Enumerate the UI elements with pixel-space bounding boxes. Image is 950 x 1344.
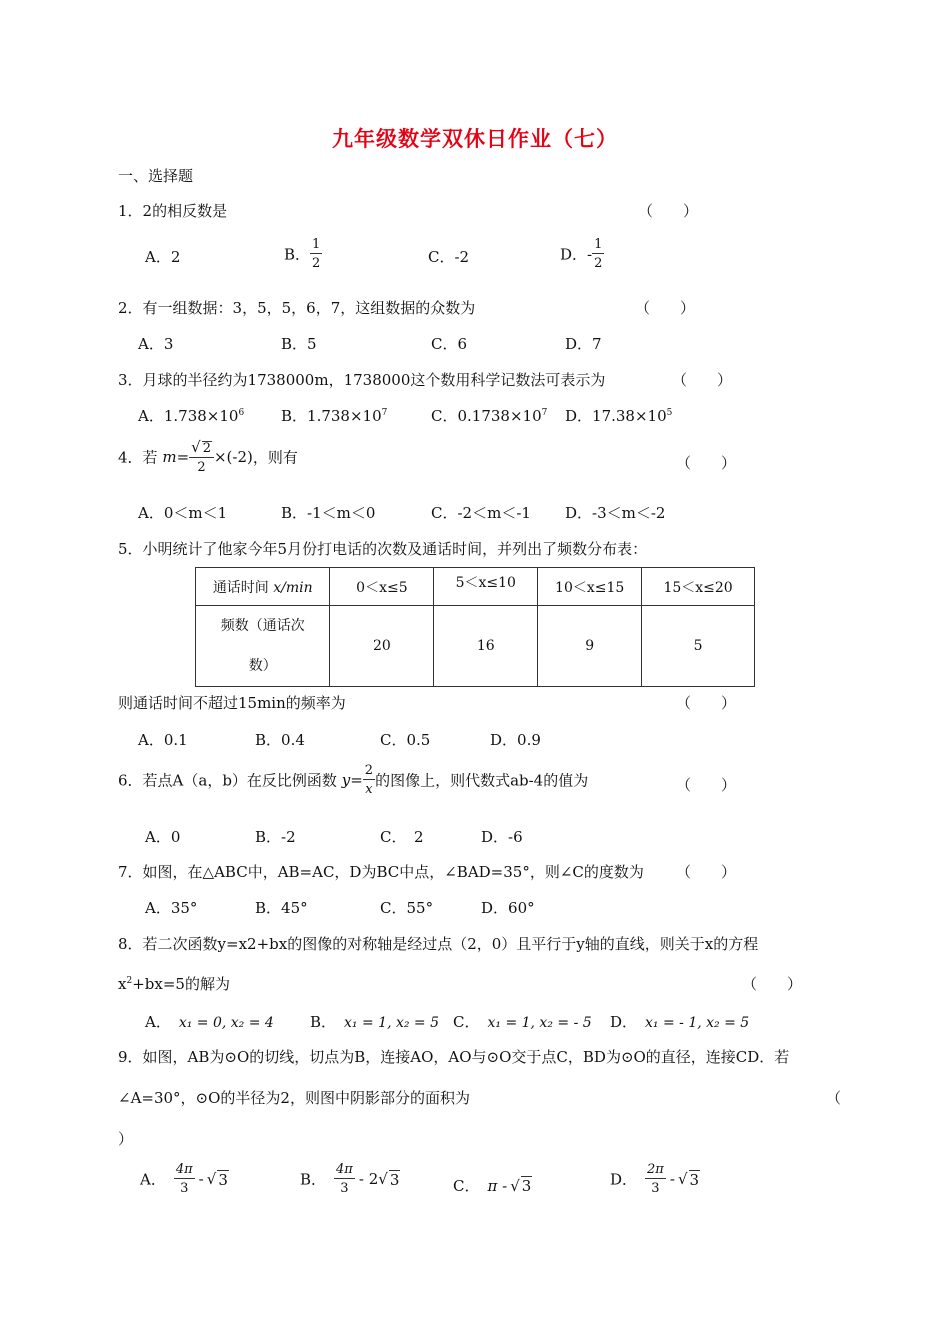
q1-option-d-label: D．-	[560, 245, 593, 264]
q2-option-a: A．3	[138, 335, 174, 353]
q9-option-d	[610, 1163, 700, 1195]
table-header-unit: x/min	[273, 579, 313, 596]
sqrt-sign-icon: √	[206, 1170, 217, 1188]
q2-answer-paren: （ ）	[635, 299, 696, 317]
q5-stem: 5．小明统计了他家今年5月份打电话的次数及通话时间，并列出了频数分布表：	[118, 540, 648, 558]
q9-paren-close: ）	[118, 1130, 134, 1148]
table-row-label-line2: 数）	[248, 658, 277, 674]
q9-d-tail: -	[669, 1170, 675, 1188]
table-row	[196, 606, 755, 687]
q3-option-c	[431, 405, 547, 426]
q4-denominator: 2	[197, 460, 206, 475]
q8-option-a	[145, 1011, 274, 1032]
page-title: 九年级数学双休日作业（七）	[332, 126, 618, 151]
table-header-cell: 10＜x≤15	[538, 568, 642, 606]
q9-c-radicand: 3	[521, 1177, 532, 1195]
frequency-table	[195, 567, 755, 687]
q3-option-b	[281, 405, 387, 426]
table-header-cell: 0＜x≤5	[330, 568, 434, 606]
q5-answer-paren: （ ）	[676, 694, 737, 712]
q4-option-a: A．0＜m＜1	[138, 504, 228, 522]
q4-option-b: B．-1＜m＜0	[281, 504, 376, 522]
q4-stem	[118, 440, 298, 474]
q9-b-tail: - 2	[358, 1170, 379, 1188]
q3-c-base: C．0.1738×10	[431, 407, 542, 425]
q8-stem2-post: +bx=5的解为	[132, 975, 230, 993]
q1-option-b	[284, 238, 322, 270]
q2-stem: 2．有一组数据：3，5，5，6，7，这组数据的众数为	[118, 299, 476, 317]
q4-numerator	[189, 440, 214, 458]
q9-option-b	[300, 1163, 400, 1195]
q9-a-tail: -	[198, 1170, 204, 1188]
table-cell: 9	[538, 606, 642, 687]
q8-d-equation: x₁ = - 1, x₂ = 5	[645, 1015, 750, 1031]
q9-d-label: D．	[610, 1170, 638, 1189]
q3-option-d	[565, 405, 672, 426]
q4-stem-post: ，则有	[252, 448, 298, 467]
q6-equals: =	[350, 771, 363, 789]
q3-c-exponent: 7	[541, 408, 548, 418]
q9-c-pi: π -	[487, 1177, 508, 1195]
sqrt-sign-icon: √	[510, 1177, 520, 1195]
table-header-cell: 5＜x≤10	[434, 568, 538, 606]
q8-b-label: B．	[310, 1013, 337, 1031]
sqrt-sign-icon: √	[191, 438, 201, 456]
q5-option-c: C．0.5	[380, 731, 431, 749]
q3-answer-paren: （ ）	[672, 371, 733, 389]
q6-var-y: y	[341, 771, 351, 789]
q1-d-numerator: 1	[594, 237, 603, 252]
q9-a-numerator: 4π	[175, 1162, 193, 1177]
q6-stem-pre: 6．若点A（a，b）在反比例函数	[118, 771, 337, 790]
q5-option-b: B．0.4	[255, 731, 305, 749]
q9-option-c	[453, 1175, 532, 1196]
q5-stem2: 则通话时间不超过15min的频率为	[118, 694, 346, 712]
q4-stem-pre: 4．若	[118, 448, 158, 467]
q4-answer-paren: （ ）	[676, 454, 737, 472]
q9-option-a	[140, 1163, 229, 1195]
q7-stem: 7．如图，在△ABC中，AB=AC，D为BC中点，∠BAD=35°，则∠C的度数为	[118, 863, 644, 881]
q8-b-equation: x₁ = 1, x₂ = 5	[344, 1015, 440, 1031]
q3-stem: 3．月球的半径约为1738000m，1738000这个数用科学记数法可表示为	[118, 371, 606, 389]
q8-d-label: D．	[610, 1013, 638, 1031]
q4-option-c: C．-2＜m＜-1	[431, 504, 531, 522]
q1-b-numerator: 1	[312, 237, 321, 252]
q1-answer-paren: （ ）	[638, 202, 699, 220]
q6-option-b: B．-2	[255, 828, 296, 846]
q6-stem-post: 的图像上，则代数式ab-4的值为	[375, 771, 589, 790]
q9-d-fraction	[645, 1163, 666, 1195]
q6-numerator: 2	[364, 763, 374, 778]
q6-option-a: A．0	[145, 828, 181, 846]
q7-option-c: C．55°	[380, 899, 434, 917]
q3-b-exponent: 7	[381, 408, 388, 418]
q8-option-d	[610, 1011, 749, 1032]
table-cell: 5	[642, 606, 755, 687]
table-header-row	[196, 568, 755, 606]
table-header-cell: 15＜x≤20	[642, 568, 755, 606]
q8-stem2-pre: x	[118, 975, 127, 993]
q3-d-exponent: 5	[666, 408, 673, 418]
q2-option-b: B．5	[281, 335, 317, 353]
q6-stem	[118, 764, 588, 796]
table-row-label	[196, 606, 330, 687]
q9-d-denominator: 3	[651, 1181, 660, 1196]
q6-option-d: D．-6	[481, 828, 523, 846]
q3-a-base: A．1.738×10	[138, 407, 239, 425]
q4-fraction	[189, 440, 214, 474]
q5-option-d: D．0.9	[490, 731, 541, 749]
q1-option-b-label: B．	[284, 245, 311, 264]
table-header-cell	[196, 568, 330, 606]
q9-a-denominator: 3	[180, 1181, 189, 1196]
q9-b-label: B．	[300, 1170, 327, 1189]
q1-d-denominator: 2	[594, 256, 603, 271]
q9-b-radicand: 3	[389, 1170, 400, 1189]
table-cell: 16	[434, 606, 538, 687]
q9-d-numerator: 2π	[647, 1162, 664, 1177]
q8-option-b	[310, 1011, 439, 1032]
q8-answer-paren: （ ）	[742, 975, 803, 993]
q6-fraction	[363, 764, 375, 796]
q1-b-denominator: 2	[312, 256, 321, 271]
q1-option-c: C．-2	[428, 248, 470, 266]
q8-c-equation: x₁ = 1, x₂ = - 5	[487, 1015, 592, 1031]
sqrt-sign-icon: √	[378, 1170, 388, 1188]
q5-option-a: A．0.1	[138, 731, 188, 749]
q7-option-d: D．60°	[481, 899, 535, 917]
q8-stem2	[118, 973, 230, 994]
q1-option-a: A．2	[145, 248, 181, 266]
q7-option-a: A．35°	[145, 899, 198, 917]
q9-c-label: C．	[453, 1177, 480, 1195]
q3-b-base: B．1.738×10	[281, 407, 382, 425]
q4-option-d: D．-3＜m＜-2	[565, 504, 666, 522]
q1-stem: 1．2的相反数是	[118, 202, 228, 220]
q6-option-c: C． 2	[380, 828, 424, 846]
section-heading: 一、选择题	[118, 167, 194, 185]
q9-a-radicand: 3	[218, 1170, 228, 1189]
q4-tail: ×(-2)	[213, 448, 253, 466]
q2-option-d: D．7	[565, 335, 602, 353]
q3-a-exponent: 6	[238, 408, 245, 418]
q2-option-c: C．6	[431, 335, 468, 353]
q8-c-label: C．	[453, 1013, 480, 1031]
q9-b-denominator: 3	[340, 1181, 349, 1196]
q4-var-m: m	[162, 448, 177, 466]
q1-option-b-fraction	[310, 238, 322, 270]
q9-b-numerator: 4π	[336, 1162, 353, 1177]
q8-option-c	[453, 1011, 592, 1032]
q9-stem2: ∠A=30°，⊙O的半径为2，则图中阴影部分的面积为	[118, 1089, 470, 1107]
q4-radicand: 2	[202, 441, 211, 456]
q9-a-label: A．	[140, 1170, 166, 1189]
q6-denominator: x	[365, 782, 373, 797]
q7-option-b: B．45°	[255, 899, 308, 917]
sqrt-sign-icon: √	[677, 1170, 688, 1188]
q8-a-equation: x₁ = 0, x₂ = 4	[178, 1015, 274, 1031]
table-cell: 20	[330, 606, 434, 687]
q9-a-fraction	[174, 1163, 195, 1195]
table-row-label-line1: 频数（通话次	[220, 618, 305, 634]
q8-stem: 8．若二次函数y=x2+bx的图像的对称轴是经过点（2，0）且平行于y轴的直线，则关于x的方程	[118, 935, 759, 953]
table-header-label: 通话时间	[212, 579, 269, 596]
q6-answer-paren: （ ）	[676, 776, 737, 794]
q8-stem2-exponent: 2	[126, 976, 133, 986]
q9-paren-open: （	[826, 1089, 842, 1107]
q8-a-label: A．	[145, 1013, 171, 1031]
q9-d-radicand: 3	[689, 1170, 700, 1189]
q9-b-fraction	[334, 1163, 355, 1195]
q1-option-d-fraction	[592, 238, 604, 270]
q3-d-base: D．17.38×10	[565, 407, 667, 425]
q1-option-d	[560, 238, 604, 270]
q9-stem: 9．如图，AB为⊙O的切线，切点为B，连接AO，AO与⊙O交于点C，BD为⊙O的直径，连接CD．若	[118, 1048, 790, 1066]
q4-equals: =	[176, 448, 190, 466]
q3-option-a	[138, 405, 244, 426]
q7-answer-paren: （ ）	[676, 863, 737, 881]
